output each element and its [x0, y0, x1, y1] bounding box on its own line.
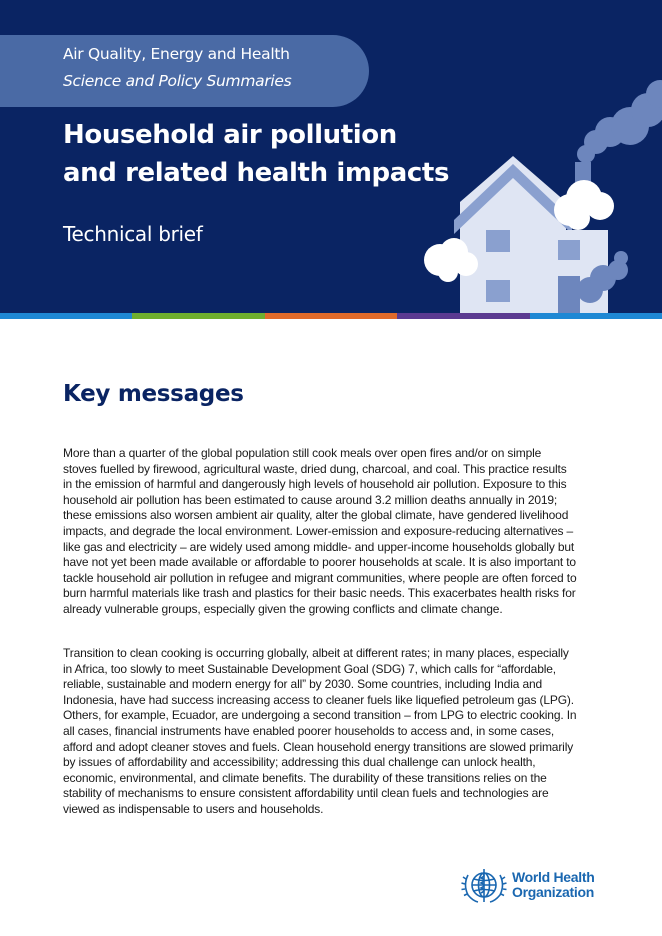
series-label [0, 35, 369, 107]
series-subtitle: Science and Policy Summaries [63, 72, 292, 90]
stripe-4 [397, 313, 529, 319]
series-title: Air Quality, Energy and Health [63, 45, 290, 63]
paragraph-1: More than a quarter of the global population still cook meals over open fires and/or on simple stoves fuelled by firewood, agricultural waste, dried dung, charcoal, and coal. This practice results in the emission of harmful and dangerously high levels of household air pollution. Exposure to this household air pollution has been estimated to cause around 3.2 million deaths annually in 2019; these emissions also worsen ambient air quality, alter the global climate, have gendered livelihood impacts, and degrade the local environment. Lower-emission and exposure-reducing alternatives – like gas and electricity – are widely used among middle- and upper-income households globally but have not yet been made available or affordable to poorer households at scale. It is also important to tackle household air pollution in refugee and migrant communities, where people are often forced to burn harmful materials like trash and plastics for their basic needs. This exacerbates health risks for already vulnerable groups, especially given the growing conflicts and climate change. [63, 446, 577, 616]
key-messages-heading: Key messages [63, 381, 244, 407]
who-line-1: World Health [512, 869, 595, 885]
who-emblem-icon [460, 863, 508, 907]
stripe-3 [265, 313, 397, 319]
stripe-5 [530, 313, 662, 319]
who-line-2: Organization [512, 884, 594, 900]
color-stripe-bar [0, 313, 662, 319]
document-title [63, 116, 449, 192]
paragraph-2: Transition to clean cooking is occurring globally, albeit at different rates; in many places, especially in Africa, too slowly to meet Sustainable Development Goal (SDG) 7, which calls for “affordable, reliable, sustainable and modern energy for all” by 2030. Some countries, including India and Indonesia, have had success increasing access to cleaner fuels like liquefied petroleum gas (LPG). Others, for example, Ecuador, are undergoing a second transition – from LPG to electric cooking. In all cases, financial instruments have enabled poorer households to access and, in some cases, afford and adopt cleaner stoves and fuels. Clean household energy transitions are slowed primarily by issues of affordability and accessibility; addressing this dual challenge can unlock health, economic, environmental, and climate benefits. The durability of these transitions relies on the stability of mechanisms to ensure consistent affordability until clean fuels and technologies are viewed as indispensable to users and households. [63, 646, 577, 816]
header-banner [0, 0, 662, 313]
stripe-1 [0, 313, 132, 319]
who-logo [460, 862, 610, 908]
title-line-1: Household air pollution [63, 120, 397, 150]
document-subtitle: Technical brief [63, 222, 203, 246]
stripe-2 [132, 313, 264, 319]
title-line-2: and related health impacts [63, 158, 450, 188]
house-smoke-illustration-icon [410, 80, 662, 313]
who-wordmark [512, 870, 594, 900]
